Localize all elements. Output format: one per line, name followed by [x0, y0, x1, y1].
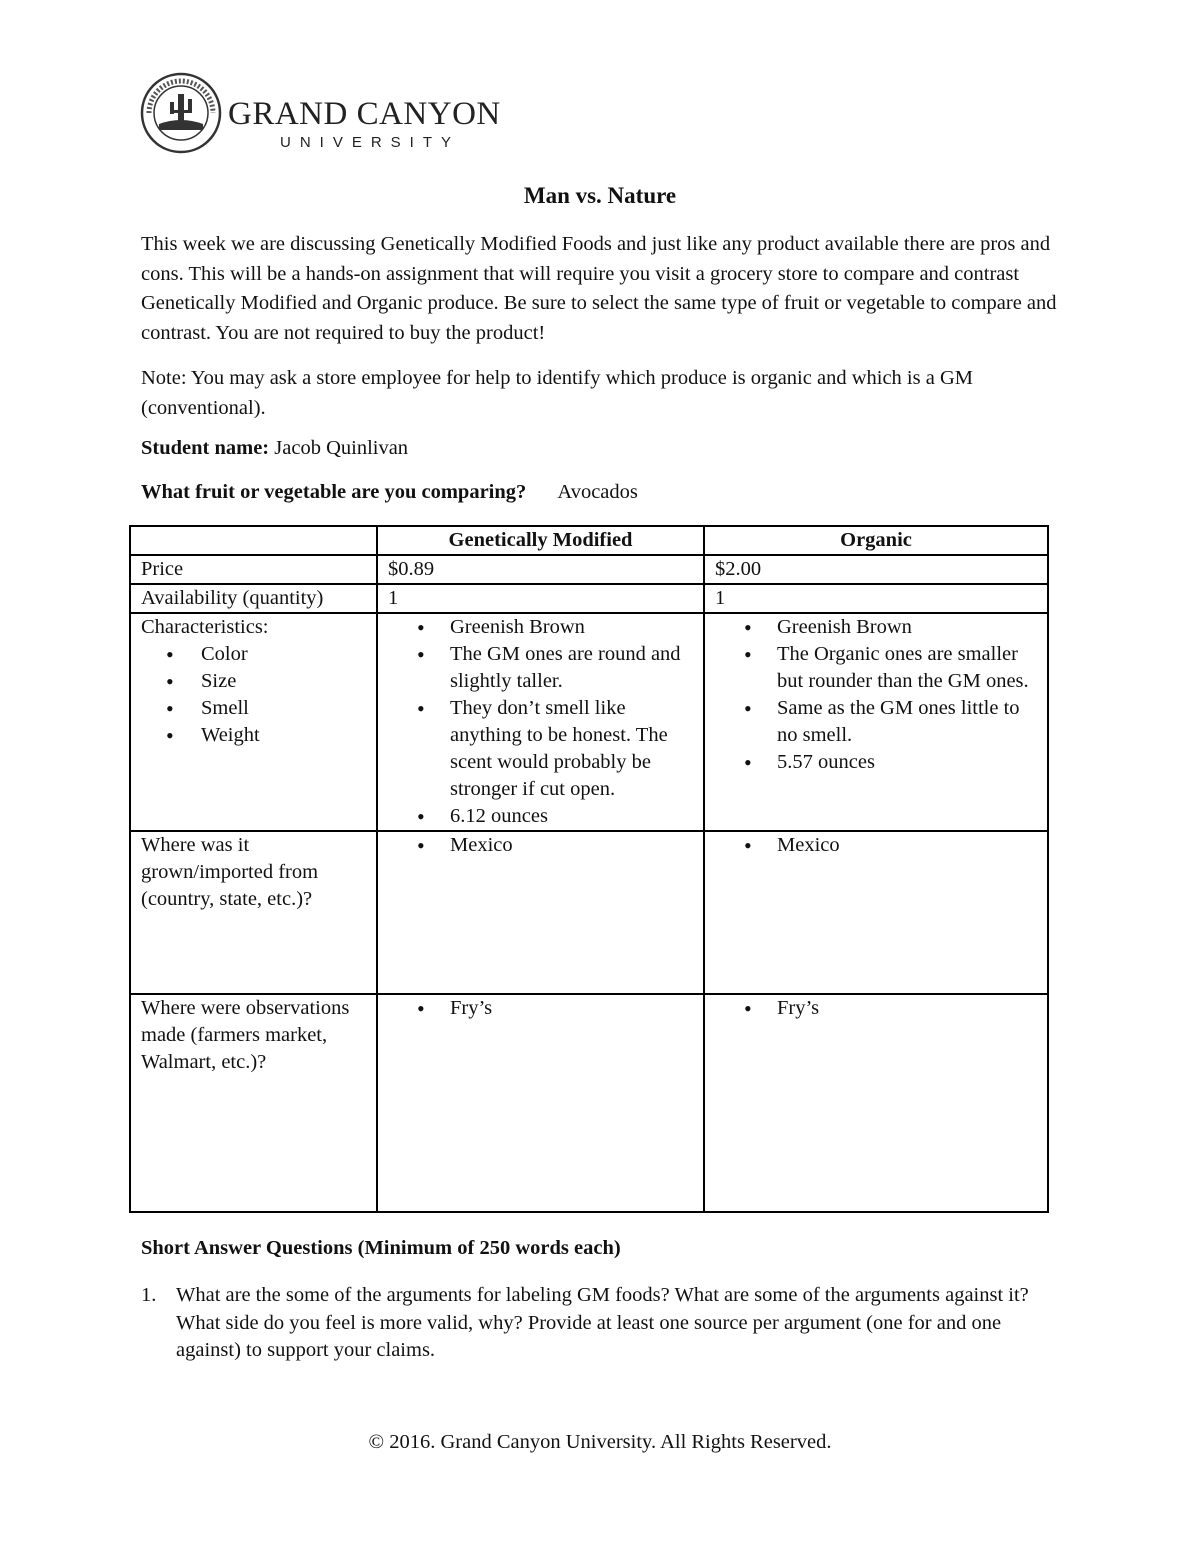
student-name-line: [141, 437, 408, 460]
table-row-characteristics: [130, 613, 1048, 831]
list-item: • 5.57 ounces: [777, 749, 1037, 776]
intro-paragraph: This week we are discussing Genetically Modified Foods and just like any product available there are pros and cons. This will be a hands-on assignment that will require you visit a grocery store to compare and contrast Genetically Modified and Organic produce. Be sure to select the same type of fruit or vegetable to compare and contrast. You are not required to buy the product!: [141, 233, 1057, 344]
question-1-text: What are the some of the arguments for labeling GM foods? What are some of the arguments against it? What side do you feel is more valid, why? Provide at least one source per argument (one for and one against) to support your claims.: [176, 1284, 1029, 1361]
university-seal-icon: [140, 72, 222, 154]
comparison-table: [129, 525, 1049, 1213]
observed-organic-cell: [704, 994, 1048, 1212]
header-empty: [130, 526, 377, 555]
list-item: • Weight: [201, 722, 366, 749]
list-item: • Fry’s: [450, 995, 693, 1022]
price-label: Price: [130, 555, 377, 584]
observed-gm-cell: [377, 994, 704, 1212]
price-gm: $0.89: [377, 555, 704, 584]
price-organic: $2.00: [704, 555, 1048, 584]
list-item: • Fry’s: [777, 995, 1037, 1022]
characteristics-organic: [704, 613, 1048, 831]
logo-wordmark: GRAND CANYON: [228, 96, 501, 132]
note-paragraph: Note: You may ask a store employee for help to identify which produce is organic and which is a GM (conventional).: [141, 367, 973, 419]
list-item: • Smell: [201, 695, 366, 722]
list-item: • Greenish Brown: [450, 614, 693, 641]
student-name-label: Student name:: [141, 437, 270, 459]
header-organic: Organic: [704, 526, 1048, 555]
availability-organic: 1: [704, 584, 1048, 613]
table-row-availability: [130, 584, 1048, 613]
table-row-observed: [130, 994, 1048, 1212]
fruit-question-line: [141, 481, 638, 504]
list-item: • Size: [201, 668, 366, 695]
university-logo: [140, 70, 520, 160]
list-item: • The GM ones are round and slightly taller.: [450, 641, 693, 695]
table-row-origin: [130, 831, 1048, 994]
observed-label: Where were observations made (farmers market, Walmart, etc.)?: [130, 994, 377, 1212]
origin-organic-cell: [704, 831, 1048, 994]
list-item: • Same as the GM ones little to no smell.: [777, 695, 1037, 749]
logo-subtitle: UNIVERSITY: [280, 134, 461, 151]
copyright-footer: © 2016. Grand Canyon University. All Rights Reserved.: [368, 1431, 832, 1453]
characteristics-cell: [130, 613, 377, 831]
origin-gm-cell: [377, 831, 704, 994]
student-name-value: Jacob Quinlivan: [274, 437, 409, 459]
characteristics-label: Characteristics:: [141, 616, 269, 638]
characteristics-gm: [377, 613, 704, 831]
fruit-answer: Avocados: [557, 481, 638, 503]
availability-gm: 1: [377, 584, 704, 613]
table-row-price: [130, 555, 1048, 584]
header-gm: Genetically Modified: [377, 526, 704, 555]
origin-label: Where was it grown/imported from (country, state, etc.)?: [130, 831, 377, 994]
page-title: Man vs. Nature: [523, 183, 677, 208]
fruit-question-label: What fruit or vegetable are you comparing?: [141, 481, 527, 503]
question-1: [141, 1282, 1071, 1365]
question-1-number: 1.: [141, 1284, 157, 1306]
short-answer-heading: Short Answer Questions (Minimum of 250 words each): [141, 1237, 621, 1259]
list-item: • The Organic ones are smaller but rounder than the GM ones.: [777, 641, 1037, 695]
list-item: • Mexico: [777, 832, 1037, 859]
list-item: • Mexico: [450, 832, 693, 859]
list-item: • They don’t smell like anything to be honest. The scent would probably be stronger if cut open.: [450, 695, 693, 803]
availability-label: Availability (quantity): [130, 584, 377, 613]
table-header-row: [130, 526, 1048, 555]
list-item: • 6.12 ounces: [450, 803, 693, 830]
list-item: • Color: [201, 641, 366, 668]
list-item: • Greenish Brown: [777, 614, 1037, 641]
